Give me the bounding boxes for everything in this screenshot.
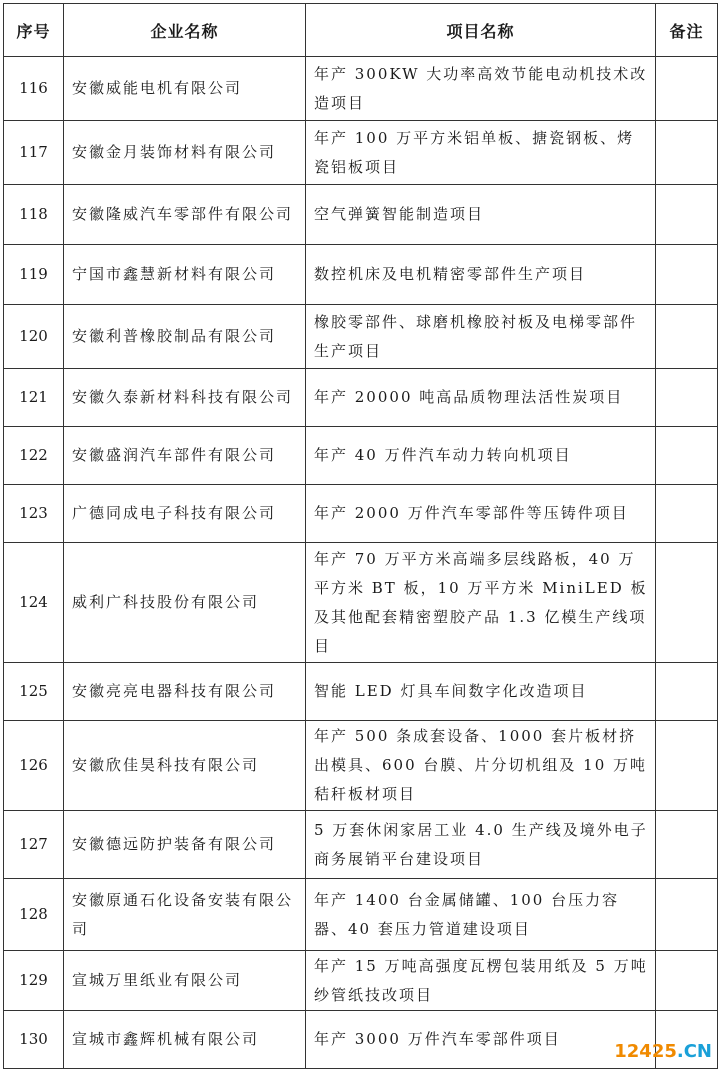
row-note bbox=[656, 721, 718, 811]
table-row bbox=[4, 951, 718, 1011]
row-number: 122 bbox=[4, 427, 64, 485]
table-row bbox=[4, 663, 718, 721]
row-number: 117 bbox=[4, 121, 64, 185]
company-name: 宁国市鑫慧新材料有限公司 bbox=[64, 245, 306, 305]
project-name: 年产 100 万平方米铝单板、搪瓷钢板、烤瓷铝板项目 bbox=[306, 121, 656, 185]
table-row bbox=[4, 121, 718, 185]
table-row bbox=[4, 369, 718, 427]
company-name: 安徽原通石化设备安装有限公司 bbox=[64, 879, 306, 951]
project-name: 年产 300KW 大功率高效节能电动机技术改造项目 bbox=[306, 57, 656, 121]
row-note bbox=[656, 57, 718, 121]
table-row bbox=[4, 485, 718, 543]
row-note bbox=[656, 811, 718, 879]
row-note bbox=[656, 121, 718, 185]
row-number: 120 bbox=[4, 305, 64, 369]
project-name: 空气弹簧智能制造项目 bbox=[306, 185, 656, 245]
project-name: 年产 1400 台金属储罐、100 台压力容器、40 套压力管道建设项目 bbox=[306, 879, 656, 951]
row-note bbox=[656, 951, 718, 1011]
table-row bbox=[4, 57, 718, 121]
project-name: 智能 LED 灯具车间数字化改造项目 bbox=[306, 663, 656, 721]
row-note bbox=[656, 427, 718, 485]
company-name: 安徽久泰新材料科技有限公司 bbox=[64, 369, 306, 427]
company-name: 安徽利普橡胶制品有限公司 bbox=[64, 305, 306, 369]
table-row bbox=[4, 543, 718, 663]
company-name: 安徽威能电机有限公司 bbox=[64, 57, 306, 121]
project-name: 年产 40 万件汽车动力转向机项目 bbox=[306, 427, 656, 485]
row-note bbox=[656, 185, 718, 245]
table-row bbox=[4, 305, 718, 369]
row-note bbox=[656, 485, 718, 543]
company-name: 安徽金月装饰材料有限公司 bbox=[64, 121, 306, 185]
row-number: 126 bbox=[4, 721, 64, 811]
project-name: 年产 2000 万件汽车零部件等压铸件项目 bbox=[306, 485, 656, 543]
row-number: 125 bbox=[4, 663, 64, 721]
row-number: 118 bbox=[4, 185, 64, 245]
row-number: 130 bbox=[4, 1011, 64, 1069]
header-project: 项目名称 bbox=[306, 4, 656, 57]
row-note bbox=[656, 305, 718, 369]
company-name: 广德同成电子科技有限公司 bbox=[64, 485, 306, 543]
row-note bbox=[656, 245, 718, 305]
row-note bbox=[656, 663, 718, 721]
project-name: 数控机床及电机精密零部件生产项目 bbox=[306, 245, 656, 305]
project-name: 年产 15 万吨高强度瓦楞包装用纸及 5 万吨纱管纸技改项目 bbox=[306, 951, 656, 1011]
watermark-domain: .CN bbox=[676, 1041, 712, 1062]
row-number: 128 bbox=[4, 879, 64, 951]
table-row bbox=[4, 245, 718, 305]
company-name: 威利广科技股份有限公司 bbox=[64, 543, 306, 663]
row-number: 127 bbox=[4, 811, 64, 879]
site-watermark bbox=[614, 1041, 712, 1062]
table-header-row bbox=[4, 4, 718, 57]
project-list-table bbox=[3, 3, 718, 1069]
row-note bbox=[656, 543, 718, 663]
company-name: 安徽德远防护装备有限公司 bbox=[64, 811, 306, 879]
header-no: 序号 bbox=[4, 4, 64, 57]
company-name: 安徽亮亮电器科技有限公司 bbox=[64, 663, 306, 721]
company-name: 安徽欣佳昊科技有限公司 bbox=[64, 721, 306, 811]
project-name: 年产 500 条成套设备、1000 套片板材挤出模具、600 台膜、片分切机组及 10 万吨秸秆板材项目 bbox=[306, 721, 656, 811]
project-name: 年产 20000 吨高品质物理法活性炭项目 bbox=[306, 369, 656, 427]
project-name: 橡胶零部件、球磨机橡胶衬板及电梯零部件生产项目 bbox=[306, 305, 656, 369]
table-row bbox=[4, 879, 718, 951]
company-name: 宣城万里纸业有限公司 bbox=[64, 951, 306, 1011]
row-number: 124 bbox=[4, 543, 64, 663]
row-note bbox=[656, 369, 718, 427]
table-row bbox=[4, 721, 718, 811]
row-number: 119 bbox=[4, 245, 64, 305]
header-company: 企业名称 bbox=[64, 4, 306, 57]
table-row bbox=[4, 811, 718, 879]
table-row bbox=[4, 185, 718, 245]
company-name: 宣城市鑫辉机械有限公司 bbox=[64, 1011, 306, 1069]
project-name: 年产 3000 万件汽车零部件项目 bbox=[306, 1011, 656, 1069]
header-note: 备注 bbox=[656, 4, 718, 57]
table-row bbox=[4, 1011, 718, 1069]
table-row bbox=[4, 427, 718, 485]
row-number: 129 bbox=[4, 951, 64, 1011]
project-name: 5 万套休闲家居工业 4.0 生产线及境外电子商务展销平台建设项目 bbox=[306, 811, 656, 879]
watermark-number: 12425 bbox=[614, 1041, 677, 1062]
row-note bbox=[656, 879, 718, 951]
project-name: 年产 70 万平方米高端多层线路板，40 万平方米 BT 板，10 万平方米 MiniLED 板及其他配套精密塑胶产品 1.3 亿模生产线项目 bbox=[306, 543, 656, 663]
company-name: 安徽隆威汽车零部件有限公司 bbox=[64, 185, 306, 245]
row-number: 121 bbox=[4, 369, 64, 427]
row-number: 123 bbox=[4, 485, 64, 543]
row-number: 116 bbox=[4, 57, 64, 121]
company-name: 安徽盛润汽车部件有限公司 bbox=[64, 427, 306, 485]
